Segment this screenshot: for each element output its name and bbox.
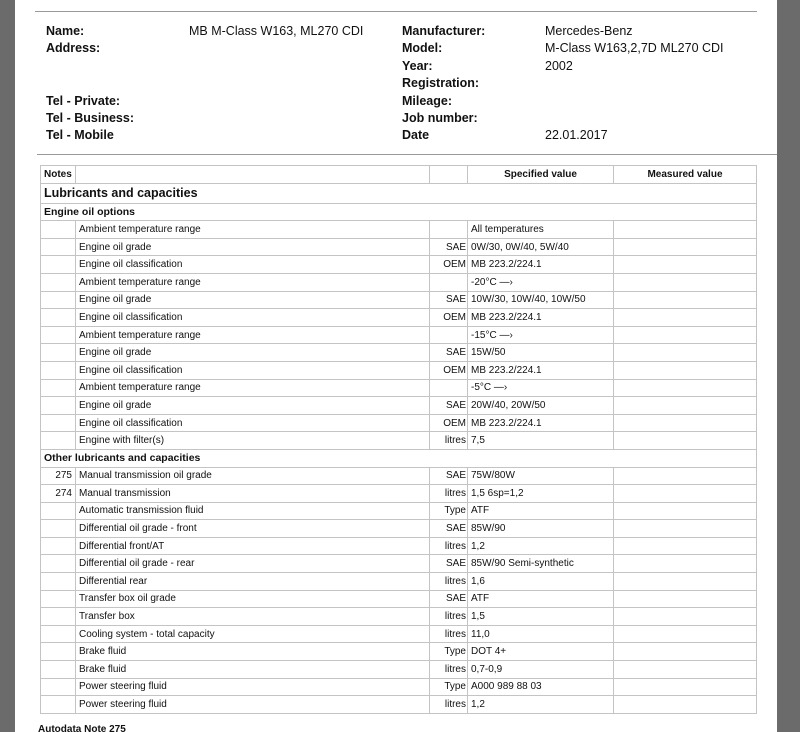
cell-specified-value: 1,5 6sp=1,2	[468, 485, 614, 503]
footer-note: Autodata Note 275	[38, 724, 126, 732]
engine-subtitle-row	[41, 203, 757, 221]
job-number-label: Job number:	[402, 111, 478, 125]
cell-measured-value	[614, 361, 757, 379]
table-row	[41, 256, 757, 274]
table-row	[41, 590, 757, 608]
table-row	[41, 291, 757, 309]
cell-measured-value	[614, 291, 757, 309]
cell-measured-value	[614, 221, 757, 239]
cell-measured-value	[614, 643, 757, 661]
cell-measured-value	[614, 555, 757, 573]
cell-measured-value	[614, 520, 757, 538]
cell-item: Engine oil grade	[76, 238, 430, 256]
table-row	[41, 414, 757, 432]
cell-specified-value: A000 989 88 03	[468, 678, 614, 696]
cell-specified-value: DOT 4+	[468, 643, 614, 661]
table-row	[41, 467, 757, 485]
cell-item: Ambient temperature range	[76, 326, 430, 344]
section-title: Lubricants and capacities	[41, 183, 757, 203]
cell-unit: litres	[430, 661, 468, 679]
cell-note	[41, 678, 76, 696]
cell-note	[41, 608, 76, 626]
cell-note	[41, 273, 76, 291]
table-row	[41, 485, 757, 503]
date-label: Date	[402, 128, 430, 142]
cell-item: Brake fluid	[76, 643, 430, 661]
top-divider	[35, 11, 757, 12]
col-item-header	[76, 166, 430, 184]
cell-specified-value: All temperatures	[468, 221, 614, 239]
cell-specified-value: 75W/80W	[468, 467, 614, 485]
cell-item: Differential oil grade - front	[76, 520, 430, 538]
cell-note	[41, 696, 76, 714]
cell-note	[41, 309, 76, 327]
manufacturer-value: Mercedes-Benz	[545, 24, 633, 38]
table-row	[41, 643, 757, 661]
cell-item: Transfer box oil grade	[76, 590, 430, 608]
cell-measured-value	[614, 625, 757, 643]
cell-unit: litres	[430, 608, 468, 626]
cell-specified-value: -20°C —›	[468, 273, 614, 291]
name-value: MB M-Class W163, ML270 CDI	[189, 24, 364, 38]
cell-specified-value: 1,2	[468, 696, 614, 714]
cell-unit: SAE	[430, 291, 468, 309]
cell-unit: litres	[430, 432, 468, 450]
date-value: 22.01.2017	[545, 128, 608, 142]
section-title-row	[41, 183, 757, 203]
cell-note	[41, 625, 76, 643]
tel-private-label: Tel - Private:	[46, 94, 121, 108]
cell-note	[41, 590, 76, 608]
year-value: 2002	[545, 59, 573, 73]
cell-unit: litres	[430, 625, 468, 643]
cell-item: Differential front/AT	[76, 537, 430, 555]
cell-note	[41, 643, 76, 661]
table-row	[41, 221, 757, 239]
header-divider	[37, 154, 777, 155]
cell-item: Ambient temperature range	[76, 379, 430, 397]
cell-specified-value: 1,5	[468, 608, 614, 626]
table-header-row	[41, 166, 757, 184]
cell-unit: SAE	[430, 520, 468, 538]
cell-note	[41, 432, 76, 450]
cell-item: Manual transmission	[76, 485, 430, 503]
cell-item: Engine oil grade	[76, 291, 430, 309]
cell-specified-value: 0W/30, 0W/40, 5W/40	[468, 238, 614, 256]
cell-measured-value	[614, 238, 757, 256]
cell-note: 274	[41, 485, 76, 503]
cell-item: Engine with filter(s)	[76, 432, 430, 450]
cell-measured-value	[614, 661, 757, 679]
cell-note	[41, 537, 76, 555]
table-row	[41, 537, 757, 555]
cell-specified-value: -5°C —›	[468, 379, 614, 397]
cell-item: Engine oil grade	[76, 397, 430, 415]
col-specified-header: Specified value	[468, 166, 614, 184]
lubricants-table	[40, 165, 757, 714]
cell-unit	[430, 326, 468, 344]
cell-measured-value	[614, 678, 757, 696]
cell-specified-value: 1,6	[468, 573, 614, 591]
cell-note	[41, 361, 76, 379]
col-notes-header: Notes	[41, 166, 76, 184]
cell-unit: SAE	[430, 238, 468, 256]
cell-measured-value	[614, 344, 757, 362]
table-row	[41, 361, 757, 379]
cell-unit: SAE	[430, 344, 468, 362]
cell-item: Cooling system - total capacity	[76, 625, 430, 643]
cell-specified-value: 10W/30, 10W/40, 10W/50	[468, 291, 614, 309]
col-measured-header: Measured value	[614, 166, 757, 184]
cell-measured-value	[614, 414, 757, 432]
cell-note	[41, 326, 76, 344]
cell-measured-value	[614, 326, 757, 344]
cell-measured-value	[614, 256, 757, 274]
cell-measured-value	[614, 502, 757, 520]
cell-specified-value: 7,5	[468, 432, 614, 450]
manufacturer-label: Manufacturer:	[402, 24, 486, 38]
cell-measured-value	[614, 432, 757, 450]
table-row	[41, 379, 757, 397]
cell-unit: SAE	[430, 590, 468, 608]
cell-note	[41, 397, 76, 415]
cell-note	[41, 502, 76, 520]
address-label: Address:	[46, 41, 101, 55]
cell-measured-value	[614, 608, 757, 626]
cell-note	[41, 379, 76, 397]
cell-item: Engine oil classification	[76, 361, 430, 379]
lubricants-table-body	[41, 166, 757, 714]
cell-item: Engine oil grade	[76, 344, 430, 362]
cell-specified-value: MB 223.2/224.1	[468, 361, 614, 379]
cell-unit: litres	[430, 485, 468, 503]
table-row	[41, 238, 757, 256]
cell-note	[41, 238, 76, 256]
table-row	[41, 625, 757, 643]
other-subtitle-row	[41, 449, 757, 467]
cell-specified-value: MB 223.2/224.1	[468, 414, 614, 432]
registration-label: Registration:	[402, 76, 480, 90]
cell-item: Manual transmission oil grade	[76, 467, 430, 485]
cell-item: Engine oil classification	[76, 256, 430, 274]
cell-note	[41, 291, 76, 309]
tel-mobile-label: Tel - Mobile	[46, 128, 114, 142]
cell-measured-value	[614, 379, 757, 397]
cell-item: Brake fluid	[76, 661, 430, 679]
table-row	[41, 555, 757, 573]
cell-measured-value	[614, 273, 757, 291]
table-row	[41, 309, 757, 327]
cell-measured-value	[614, 309, 757, 327]
cell-unit: Type	[430, 678, 468, 696]
engine-subtitle: Engine oil options	[41, 203, 757, 221]
cell-specified-value: -15°C —›	[468, 326, 614, 344]
model-value: M-Class W163,2,7D ML270 CDI	[545, 41, 724, 55]
cell-note	[41, 661, 76, 679]
cell-measured-value	[614, 397, 757, 415]
cell-unit	[430, 273, 468, 291]
cell-unit: OEM	[430, 361, 468, 379]
cell-measured-value	[614, 537, 757, 555]
cell-note	[41, 344, 76, 362]
cell-specified-value: MB 223.2/224.1	[468, 309, 614, 327]
cell-specified-value: 11,0	[468, 625, 614, 643]
col-unit-header	[430, 166, 468, 184]
table-row	[41, 397, 757, 415]
cell-item: Engine oil classification	[76, 414, 430, 432]
table-row	[41, 273, 757, 291]
cell-unit	[430, 221, 468, 239]
cell-specified-value: 0,7-0,9	[468, 661, 614, 679]
table-row	[41, 696, 757, 714]
cell-item: Differential oil grade - rear	[76, 555, 430, 573]
table-row	[41, 344, 757, 362]
cell-unit: OEM	[430, 309, 468, 327]
cell-unit: litres	[430, 573, 468, 591]
cell-item: Engine oil classification	[76, 309, 430, 327]
cell-unit: OEM	[430, 414, 468, 432]
document-page	[15, 0, 777, 732]
cell-note	[41, 555, 76, 573]
cell-specified-value: MB 223.2/224.1	[468, 256, 614, 274]
cell-unit: litres	[430, 537, 468, 555]
table-row	[41, 326, 757, 344]
table-row	[41, 678, 757, 696]
cell-unit: SAE	[430, 555, 468, 573]
cell-measured-value	[614, 696, 757, 714]
cell-measured-value	[614, 485, 757, 503]
mileage-label: Mileage:	[402, 94, 453, 108]
year-label: Year:	[402, 59, 433, 73]
model-label: Model:	[402, 41, 443, 55]
table-row	[41, 608, 757, 626]
cell-note	[41, 520, 76, 538]
cell-unit: litres	[430, 696, 468, 714]
cell-specified-value: ATF	[468, 502, 614, 520]
cell-specified-value: 85W/90	[468, 520, 614, 538]
other-subtitle: Other lubricants and capacities	[41, 449, 757, 467]
cell-item: Power steering fluid	[76, 678, 430, 696]
cell-note	[41, 414, 76, 432]
cell-specified-value: ATF	[468, 590, 614, 608]
cell-item: Automatic transmission fluid	[76, 502, 430, 520]
table-row	[41, 573, 757, 591]
cell-unit: Type	[430, 502, 468, 520]
cell-item: Ambient temperature range	[76, 273, 430, 291]
cell-unit: SAE	[430, 467, 468, 485]
table-row	[41, 661, 757, 679]
cell-specified-value: 15W/50	[468, 344, 614, 362]
cell-note: 275	[41, 467, 76, 485]
table-row	[41, 520, 757, 538]
cell-measured-value	[614, 467, 757, 485]
cell-measured-value	[614, 590, 757, 608]
table-row	[41, 502, 757, 520]
cell-item: Ambient temperature range	[76, 221, 430, 239]
tel-business-label: Tel - Business:	[46, 111, 134, 125]
cell-unit: Type	[430, 643, 468, 661]
cell-unit	[430, 379, 468, 397]
cell-note	[41, 256, 76, 274]
cell-note	[41, 573, 76, 591]
cell-item: Differential rear	[76, 573, 430, 591]
cell-unit: SAE	[430, 397, 468, 415]
cell-specified-value: 85W/90 Semi-synthetic	[468, 555, 614, 573]
cell-measured-value	[614, 573, 757, 591]
cell-unit: OEM	[430, 256, 468, 274]
table-row	[41, 432, 757, 450]
cell-item: Power steering fluid	[76, 696, 430, 714]
cell-specified-value: 20W/40, 20W/50	[468, 397, 614, 415]
cell-item: Transfer box	[76, 608, 430, 626]
name-label: Name:	[46, 24, 85, 38]
cell-note	[41, 221, 76, 239]
cell-specified-value: 1,2	[468, 537, 614, 555]
